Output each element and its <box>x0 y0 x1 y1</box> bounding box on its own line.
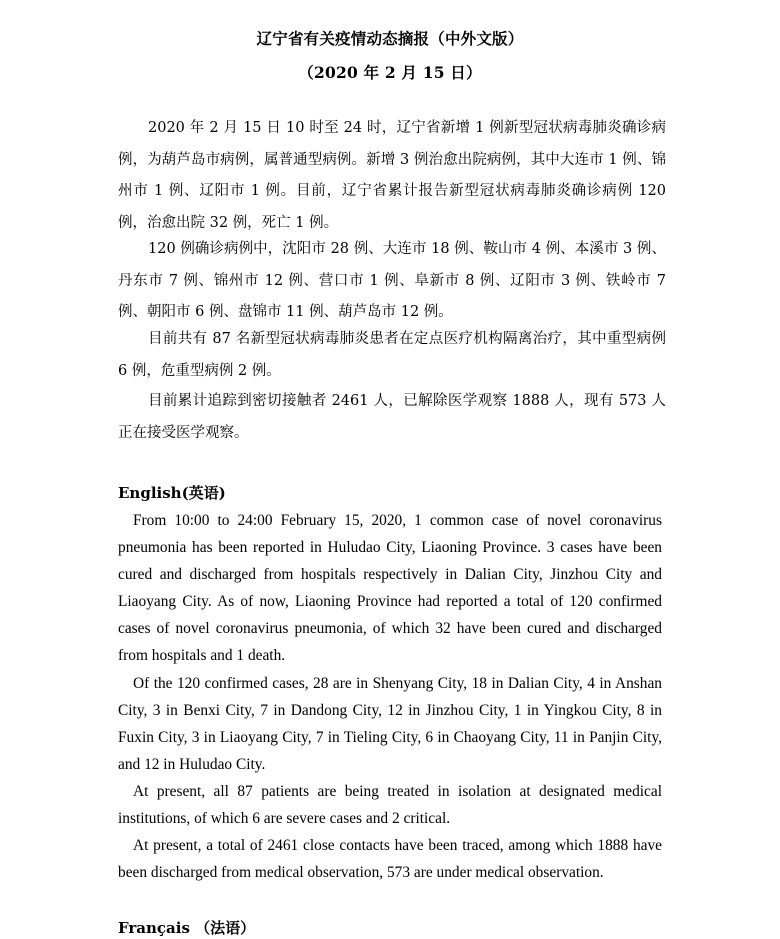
chinese-section <box>118 234 666 329</box>
chinese-paragraph: 目前累计追踪到密切接触者 2461 人，已解除医学观察 1888 人，现有 573 人正在接受医学观察。 <box>118 393 666 441</box>
chinese-section <box>118 324 666 387</box>
french-heading: Français （法语） <box>118 919 256 937</box>
english-paragraph: At present, all 87 patients are being treated in isolation at designated medical institutions, of which 6 are severe cases and 2 critical. <box>118 782 662 828</box>
document-date: （2020 年 2 月 15 日） <box>298 63 482 82</box>
chinese-section <box>118 386 666 449</box>
chinese-section <box>118 113 666 239</box>
english-paragraph: From 10:00 to 24:00 February 15, 2020, 1 common case of novel coronavirus pneumonia has been reported in Huludao City, Liaoning Province. 3 cases have been cured and discharged from hospitals respectively in Dalian City, Jinzhou City and Liaoyang City. As of now, Liaoning Province had reported a total of 120 confirmed cases of novel coronavirus pneumonia, of which 32 have been cured and discharged from hospitals and 1 death. <box>118 512 662 665</box>
english-heading: English(英语) <box>118 484 226 502</box>
chinese-paragraph: 目前共有 87 名新型冠状病毒肺炎患者在定点医疗机构隔离治疗，其中重型病例 6 例，危重型病例 2 例。 <box>118 331 666 379</box>
english-section <box>118 507 662 886</box>
english-paragraph: Of the 120 confirmed cases, 28 are in Shenyang City, 18 in Dalian City, 4 in Anshan City, 3 in Benxi City, 7 in Dandong City, 12 in Jinzhou City, 1 in Yingkou City, 8 in Fuxin City, 3 in Liaoyang City, 7 in Tieling City, 6 in Chaoyang City, 11 in Panjin City, and 12 in Huludao City. <box>118 674 662 773</box>
chinese-paragraph: 120 例确诊病例中，沈阳市 28 例、大连市 18 例、鞍山市 4 例、本溪市 3 例、丹东市 7 例、锦州市 12 例、营口市 1 例、阜新市 8 例、辽阳市 3 例、铁岭市 7 例、朝阳市 6 例、盘锦市 11 例、葫芦岛市 12 例。 <box>118 241 666 321</box>
document-title: 辽宁省有关疫情动态摘报（中外文版） <box>256 29 524 48</box>
chinese-paragraph: 2020 年 2 月 15 日 10 时至 24 时，辽宁省新增 1 例新型冠状病毒肺炎确诊病例，为葫芦岛市病例，属普通型病例。新增 3 例治愈出院病例，其中大连市 1 例、锦州市 1 例、辽阳市 1 例。目前，辽宁省累计报告新型冠状病毒肺炎确诊病例 120 例，治愈出院 32 例，死亡 1 例。 <box>118 120 666 231</box>
english-paragraph: At present, a total of 2461 close contacts have been traced, among which 1888 have been discharged from medical observation, 573 are under medical observation. <box>118 837 662 882</box>
